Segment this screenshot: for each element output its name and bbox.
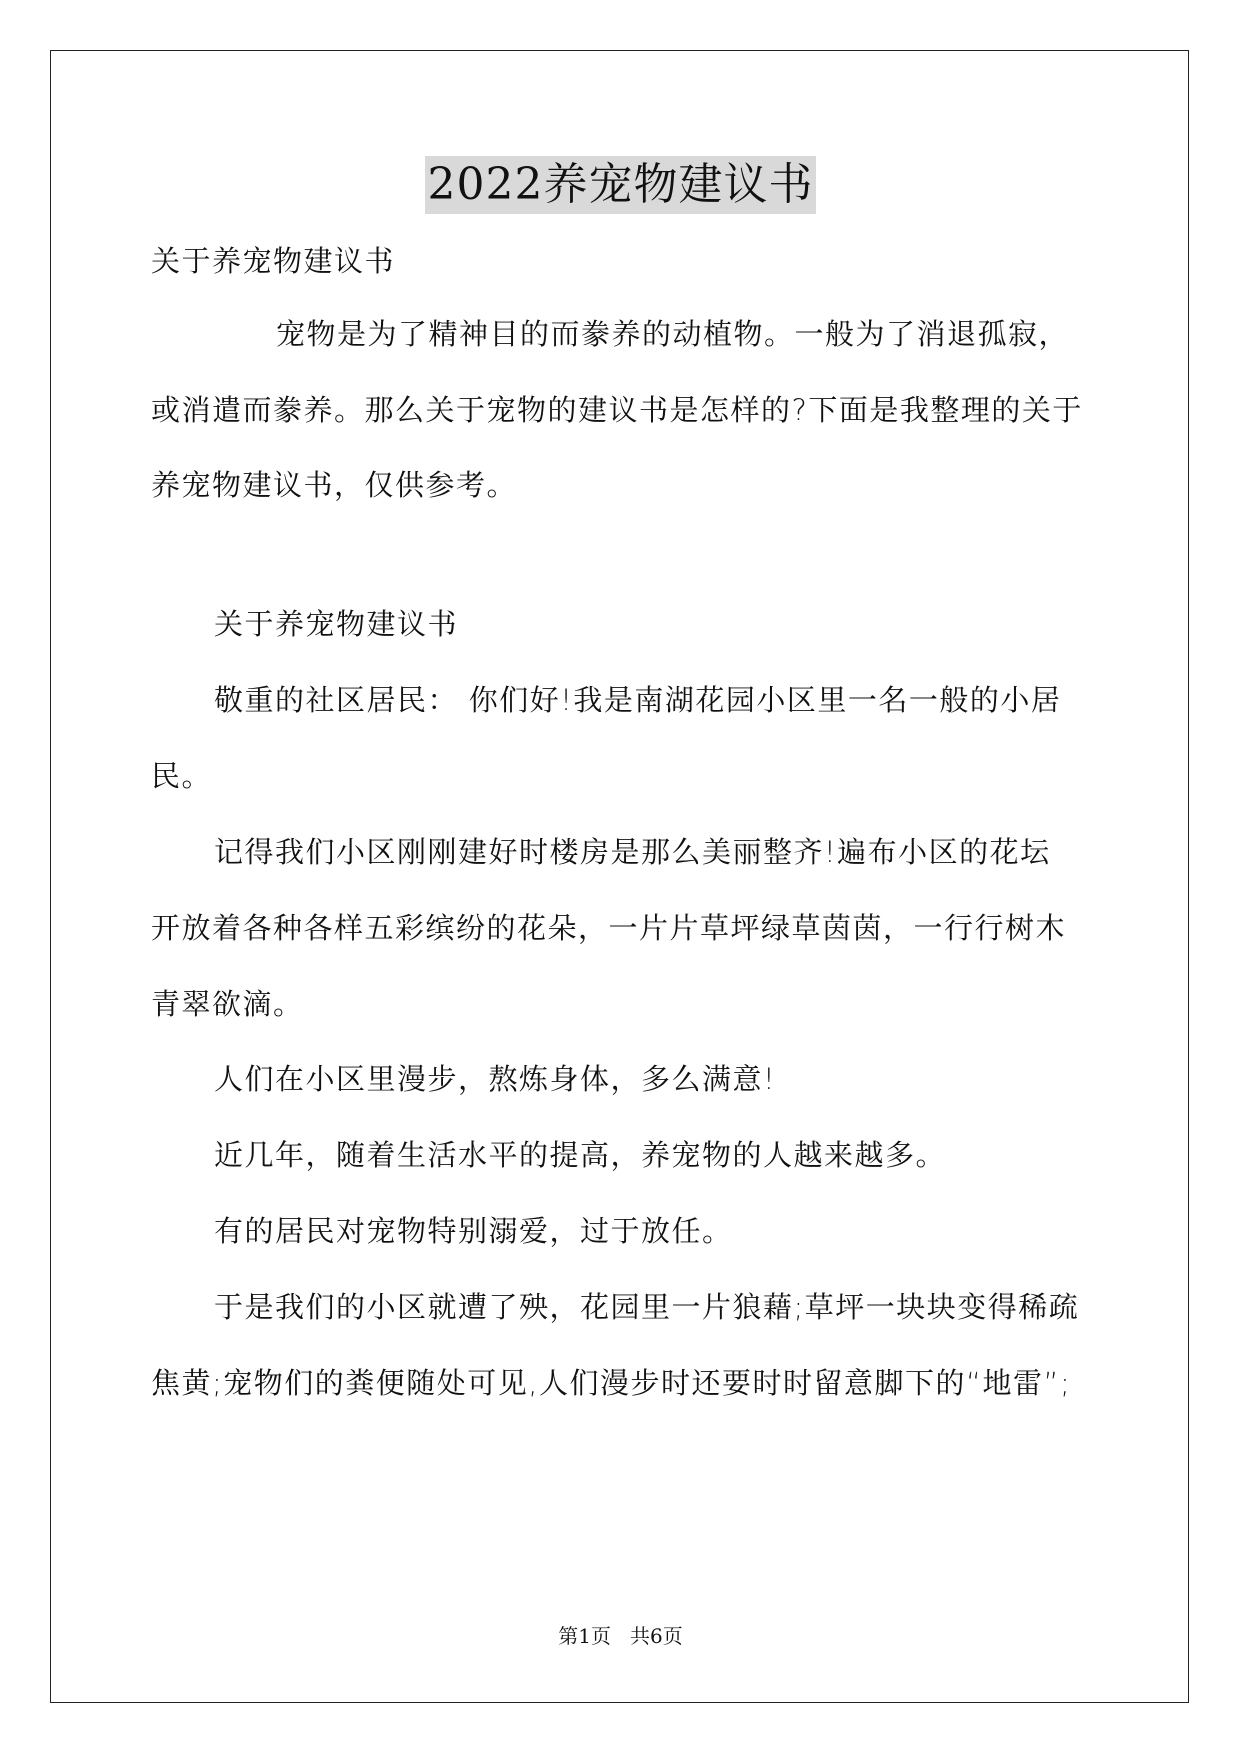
paragraph-line: 或消遣而豢养。那么关于宠物的建议书是怎样的?下面是我整理的关于 — [151, 393, 1083, 427]
paragraph-line: 敬重的社区居民： 你们好!我是南湖花园小区里一名一般的小居 — [214, 683, 1062, 717]
paragraph-line: 有的居民对宠物特别溺爱，过于放任。 — [214, 1214, 733, 1248]
paragraph-line: 人们在小区里漫步，熬炼身体，多么满意! — [214, 1062, 777, 1096]
paragraph-line: 民。 — [151, 759, 213, 793]
paragraph-line: 焦黄;宠物们的粪便随处可见,人们漫步时还要时时留意脚下的“地雷”; — [151, 1366, 1072, 1400]
title-container — [0, 156, 1241, 214]
page-footer — [0, 1623, 1241, 1649]
paragraph-line: 青翠欲滴。 — [151, 987, 304, 1021]
paragraph-line: 宠物是为了精神目的而豢养的动植物。一般为了消退孤寂， — [276, 317, 1070, 351]
paragraph-line: 于是我们的小区就遭了殃，花园里一片狼藉;草坪一块块变得稀疏 — [214, 1290, 1080, 1324]
paragraph-line: 近几年，随着生活水平的提高，养宠物的人越来越多。 — [214, 1138, 947, 1172]
paragraph-line: 开放着各种各样五彩缤纷的花朵，一片片草坪绿草茵茵，一行行树木 — [151, 911, 1067, 945]
section-heading: 关于养宠物建议书 — [214, 607, 459, 641]
page-number: 第1页 共6页 — [558, 1624, 683, 1648]
paragraph-line: 养宠物建议书，仅供参考。 — [151, 468, 518, 502]
document-title: 2022养宠物建议书 — [425, 156, 817, 214]
page-border — [50, 50, 1189, 1703]
subtitle-line: 关于养宠物建议书 — [151, 244, 396, 278]
paragraph-line: 记得我们小区刚刚建好时楼房是那么美丽整齐!遍布小区的花坛 — [214, 835, 1051, 869]
